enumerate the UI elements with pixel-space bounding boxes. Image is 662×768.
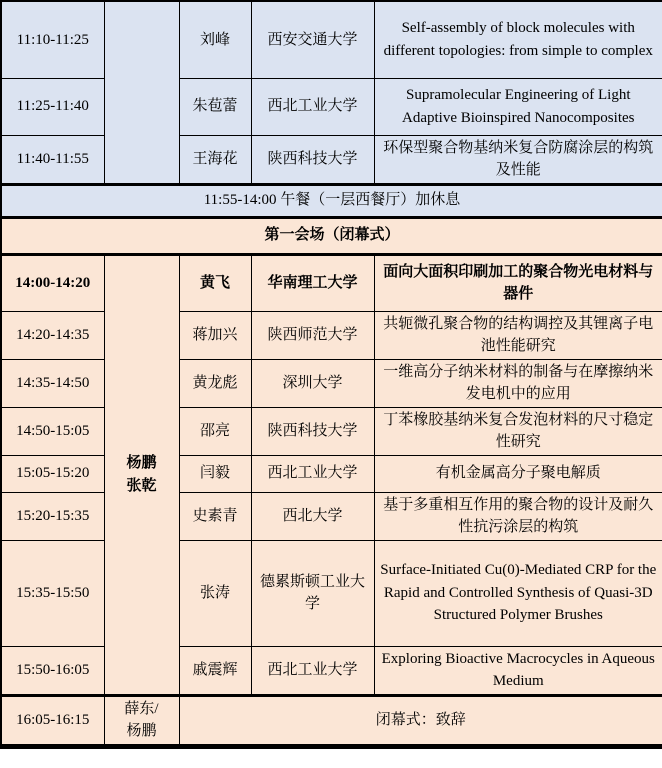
speaker-cell: 黄龙彪 [179,359,251,407]
table-row [1,254,662,311]
time-cell: 15:20-15:35 [1,492,104,540]
affiliation-cell: 西北工业大学 [251,646,374,695]
talk-title-cell: Supramolecular Engineering of Light Adaptive Bioinspired Nanocomposites [374,78,662,135]
talk-title-cell: 丁苯橡胶基纳米复合发泡材料的尺寸稳定性研究 [374,407,662,455]
affiliation-cell: 陕西师范大学 [251,311,374,359]
session-header-row [1,217,662,254]
chair-cell [104,254,179,695]
lunch-row [1,184,662,217]
affiliation-cell: 陕西科技大学 [251,135,374,184]
table-row [1,407,662,455]
affiliation-cell: 德累斯顿工业大学 [251,540,374,646]
speaker-cell: 戚震辉 [179,646,251,695]
speaker-cell: 王海花 [179,135,251,184]
table-row [1,455,662,492]
speaker-cell: 蒋加兴 [179,311,251,359]
talk-title-cell: Self-assembly of block molecules with different topologies: from simple to complex [374,1,662,78]
chair-name: 杨鹏 [126,455,157,471]
time-cell: 14:20-14:35 [1,311,104,359]
affiliation-cell: 陕西科技大学 [251,407,374,455]
speaker-cell: 刘峰 [179,1,251,78]
time-cell: 16:05-16:15 [1,695,104,746]
time-cell: 11:25-11:40 [1,78,104,135]
table-row [1,135,662,184]
table-row [1,359,662,407]
table-row [1,540,662,646]
talk-title-cell: 一维高分子纳米材料的制备与在摩擦纳米发电机中的应用 [374,359,662,407]
talk-title-cell: 面向大面积印刷加工的聚合物光电材料与器件 [374,254,662,311]
session-header-text: 第一会场（闭幕式） [1,217,662,254]
speaker-cell: 朱苞蕾 [179,78,251,135]
chair-cell [104,1,179,184]
time-cell: 11:10-11:25 [1,1,104,78]
speaker-cell: 闫毅 [179,455,251,492]
time-cell: 14:00-14:20 [1,254,104,311]
speaker-cell: 黄飞 [179,254,251,311]
affiliation-cell: 深圳大学 [251,359,374,407]
time-cell: 15:05-15:20 [1,455,104,492]
time-cell: 15:50-16:05 [1,646,104,695]
lunch-text: 11:55-14:00 午餐（一层西餐厅）加休息 [1,184,662,217]
time-cell: 14:50-15:05 [1,407,104,455]
time-cell: 11:40-11:55 [1,135,104,184]
affiliation-cell: 华南理工大学 [251,254,374,311]
talk-title-cell: Exploring Bioactive Macrocycles in Aqueous Medium [374,646,662,695]
table-row [1,78,662,135]
affiliation-cell: 西安交通大学 [251,1,374,78]
speaker-cell: 史素青 [179,492,251,540]
closing-row [1,695,662,746]
talk-title-cell: Surface-Initiated Cu(0)-Mediated CRP for the Rapid and Controlled Synthesis of Quasi-3D Structured Polymer Brushes [374,540,662,646]
table-row [1,1,662,78]
table-row [1,311,662,359]
speaker-cell: 邵亮 [179,407,251,455]
talk-title-cell: 基于多重相互作用的聚合物的设计及耐久性抗污涂层的构筑 [374,492,662,540]
table-row [1,492,662,540]
affiliation-cell: 西北工业大学 [251,78,374,135]
affiliation-cell: 西北工业大学 [251,455,374,492]
closing-text-cell: 闭幕式：致辞 [179,695,662,746]
table-row [1,646,662,695]
speaker-cell: 张涛 [179,540,251,646]
talk-title-cell: 有机金属高分子聚电解质 [374,455,662,492]
talk-title-cell: 环保型聚合物基纳米复合防腐涂层的构筑及性能 [374,135,662,184]
chair-cell [104,695,179,746]
chair-name: 杨鹏 [126,723,157,739]
time-cell: 15:35-15:50 [1,540,104,646]
time-cell: 14:35-14:50 [1,359,104,407]
talk-title-cell: 共轭微孔聚合物的结构调控及其锂离子电池性能研究 [374,311,662,359]
chair-name: 薛东/ [124,700,159,717]
chair-name: 张乾 [126,477,157,494]
affiliation-cell: 西北大学 [251,492,374,540]
